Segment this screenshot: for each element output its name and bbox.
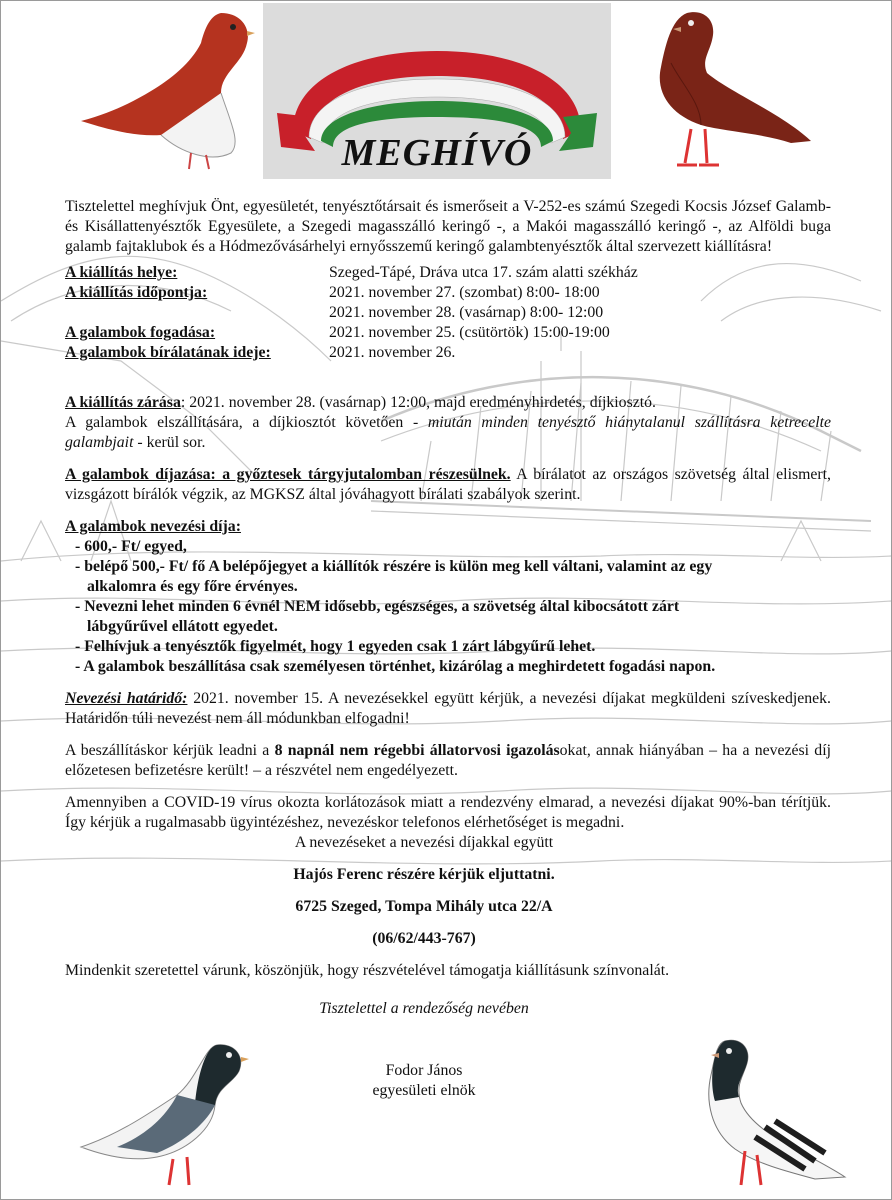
intro-paragraph: Tisztelettel meghívjuk Önt, egyesületét, tenyésztőtársait és ismerőseit a V-252-es számú Szegedi Kocsis József Galamb- és Kisállattenyésztők Egyesülete, a Szegedi magasszálló keringő -, a Makói magasszálló keringő -, az Alföldi buga galamb fajtaklubok és a Hódmezővásárhelyi ernyősszemű keringő galambtenyésztők által szervezett kiállításra! [65, 198, 831, 255]
exhibition-info [65, 263, 831, 363]
info-value: 2021. november 26. [329, 344, 456, 361]
closing-label: A kiállítás zárása [65, 394, 181, 411]
award-text: A bírálatot az országos szövetség által elismert, vizsgázott bírálók végzik, az MGKSZ által jóváhagyott bírálati szabályok szerint. [65, 466, 831, 503]
invitation-body [65, 197, 831, 1101]
info-value: 2021. november 25. (csütörtök) 15:00-19:00 [329, 324, 610, 341]
fee-item-continuation: lábgyűrűvel ellátott egyedet. [87, 618, 278, 635]
red-pigeon-sketch-icon [71, 3, 261, 171]
deadline-text: 2021. november 15. A nevezésekkel együtt kérjük, a nevezési díjakat megküldeni szíveskedjenek. Határidőn túli nevezést nem áll módunkban elfogadni! [65, 690, 831, 727]
signature-name: Fodor János [385, 1062, 463, 1079]
page-title: MEGHÍVÓ [341, 132, 533, 174]
brown-pigeon-icon [641, 3, 831, 175]
info-label: A galambok bírálatának ideje: [65, 344, 271, 361]
info-value: 2021. november 28. (vasárnap) 8:00- 12:00 [329, 304, 604, 321]
fee-item-text: - Felhívjuk a tenyésztők figyelmét, hogy 1 egyeden csak 1 zárt lábgyűrű lehet. [75, 638, 596, 655]
deadline-label: Nevezési határidő: [65, 690, 188, 707]
award-paragraph [65, 465, 831, 505]
deadline-paragraph [65, 689, 831, 729]
signature-title: egyesületi elnök [372, 1082, 476, 1099]
recipient-phone: (06/62/443-767) [372, 930, 476, 947]
fee-item [65, 637, 831, 657]
regards-text: Tisztelettel a rendezőség nevében [319, 1000, 529, 1017]
fee-item [65, 597, 831, 637]
fee-item-text: - belépő 500,- Ft/ fő A belépőjegyet a kiállítók részére is külön meg kell váltani, valamint az egy [75, 558, 713, 575]
vet-text-end: okat, annak hiányában – ha a nevezési díj előzetesen befizetésre került! – a részvétel nem engedélyezett. [65, 742, 831, 779]
recipient-address: 6725 Szeged, Tompa Mihály utca 22/A [295, 898, 553, 915]
vet-paragraph [65, 741, 831, 781]
vet-bold: 8 napnál nem régebbi állatorvosi igazolás [274, 742, 560, 759]
fees-list [65, 537, 831, 677]
recipient-name: Hajós Ferenc részére kérjük eljuttatni. [293, 866, 555, 883]
info-label: A kiállítás időpontja: [65, 284, 208, 301]
fee-item-continuation: alkalomra és egy főre érvényes. [87, 578, 298, 595]
info-label [65, 303, 329, 323]
vet-text: A beszállításkor kérjük leadni a [65, 742, 275, 759]
info-value: 2021. november 27. (szombat) 8:00- 18:00 [329, 284, 600, 301]
info-value: Szeged-Tápé, Dráva utca 17. szám alatti székház [329, 264, 638, 281]
info-label: A kiállítás helye: [65, 264, 178, 281]
welcome-text: Mindenkit szeretettel várunk, köszönjük, hogy részvételével támogatja kiállításunk színvonalát. [65, 962, 670, 979]
transport-end: - kerül sor. [133, 434, 206, 451]
fee-item [65, 557, 831, 597]
fee-item-text: - A galambok beszállítása csak személyesen történhet, kizárólag a meghirdetett fogadási napon. [75, 658, 716, 675]
fee-item-text: - Nevezni lehet minden 6 évnél NEM idősebb, egészséges, a szövetség által kibocsátott zárt [75, 598, 680, 615]
fee-item [65, 537, 831, 557]
fees-heading: A galambok nevezési díja: [65, 518, 241, 535]
closing-paragraph [65, 393, 831, 453]
info-label: A galambok fogadása: [65, 324, 216, 341]
send-line: A nevezéseket a nevezési díjakkal együtt [294, 834, 554, 851]
closing-text: : 2021. november 28. (vasárnap) 12:00, majd eredményhirdetés, díjkiosztó. [180, 394, 656, 411]
award-label: A galambok díjazása: a győztesek tárgyjutalomban részesülnek. [65, 466, 511, 483]
transport-text: A galambok elszállítására, a díjkiosztót követően - [65, 414, 428, 431]
fee-item [65, 657, 831, 677]
fee-item-text: - 600,- Ft/ egyed, [75, 538, 187, 555]
transport-italic: miután minden tenyésztő hiánytalanul szállításra ketrecelte galambjait [65, 414, 831, 451]
covid-paragraph: Amennyiben a COVID-19 vírus okozta korlátozások miatt a rendezvény elmarad, a nevezési díjakat 90%-ban térítjük. Így kérjük a rugalmasabb ügyintézéshez, nevezéskor telefonos elérhetőséget is megadni. [65, 794, 831, 831]
